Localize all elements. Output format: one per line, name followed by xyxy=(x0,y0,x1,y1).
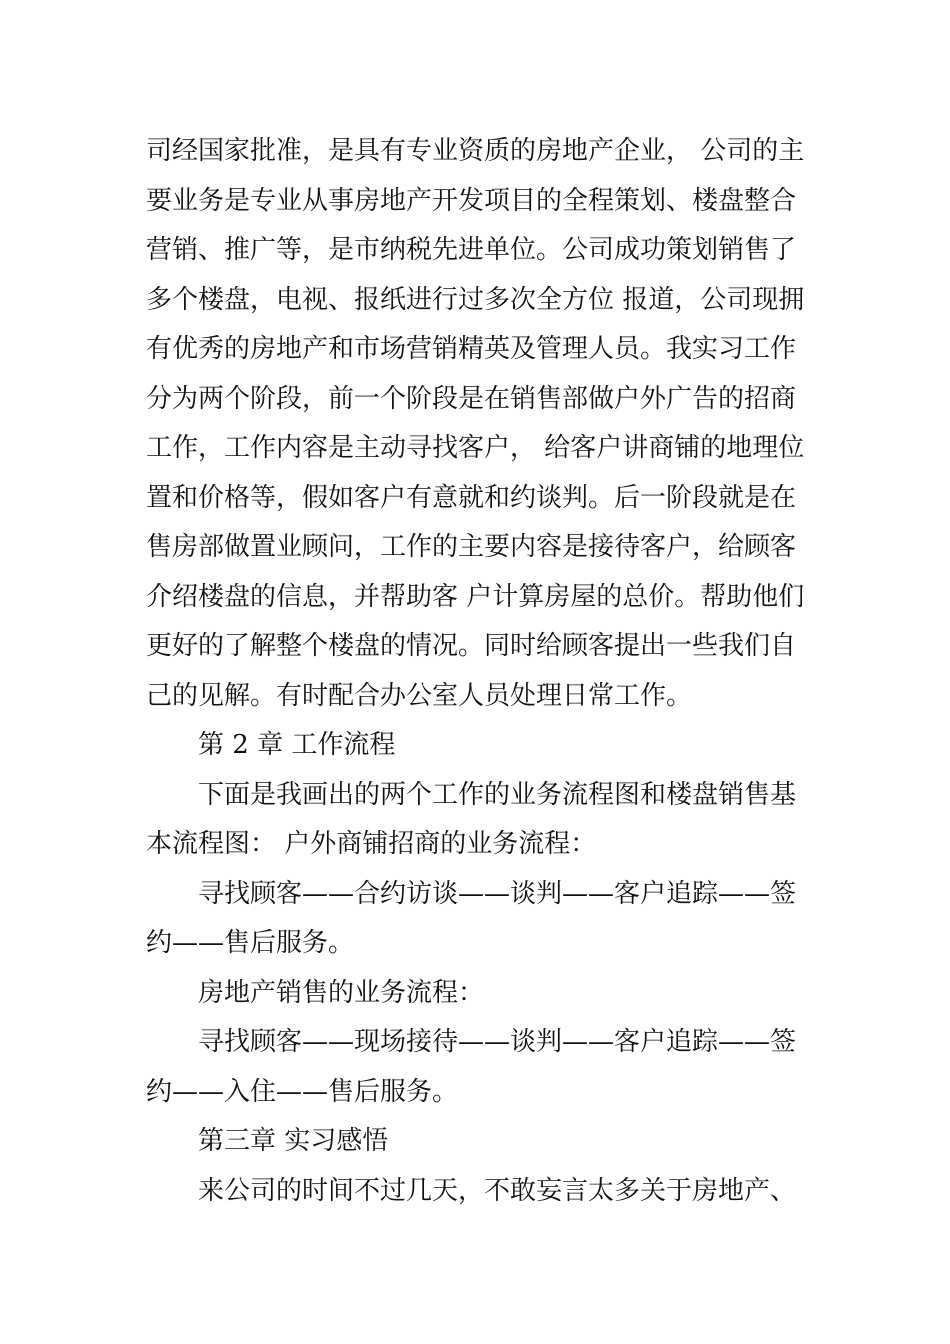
document-line: 要业务是专业从事房地产开发项目的全程策划、楼盘整合 xyxy=(146,185,797,216)
document-line: 营销、推广等，是市纳税先进单位。公司成功策划销售了 xyxy=(146,235,797,265)
document-line: 第三章 实习感悟 xyxy=(198,1126,389,1156)
document-line: 本流程图： 户外商铺招商的业务流程： xyxy=(146,829,597,859)
document-line: 寻找顾客——合约访谈——谈判——客户追踪——签 xyxy=(198,878,797,909)
document-line: 多个楼盘，电视、报纸进行过多次全方位 报道，公司现拥 xyxy=(146,284,805,315)
document-line: 有优秀的房地产和市场营销精英及管理人员。我实习工作 xyxy=(146,334,797,364)
document-line: 售房部做置业顾问，工作的主要内容是接待客户，给顾客 xyxy=(146,532,797,562)
document-line: 介绍楼盘的信息，并帮助客 户计算房屋的总价。帮助他们 xyxy=(146,581,805,612)
document-line: 己的见解。有时配合办公室人员处理日常工作。 xyxy=(146,680,693,711)
document-line: 工作，工作内容是主动寻找客户， 给客户讲商铺的地理位 xyxy=(146,433,805,463)
document-line: 寻找顾客——现场接待——谈判——客户追踪——签 xyxy=(198,1027,797,1057)
document-line: 房地产销售的业务流程： xyxy=(198,977,485,1008)
document-body xyxy=(146,127,816,1216)
document-line: 司经国家批准，是具有专业资质的房地产企业， 公司的主 xyxy=(146,136,805,166)
document-line: 下面是我画出的两个工作的业务流程图和楼盘销售基 xyxy=(198,779,797,810)
document-line: 来公司的时间不过几天，不敢妄言太多关于房地产、 xyxy=(198,1175,797,1206)
document-line: 分为两个阶段，前一个阶段是在销售部做户外广告的招商 xyxy=(146,383,797,414)
document-line: 更好的了解整个楼盘的情况。同时给顾客提出一些我们自 xyxy=(146,631,797,661)
document-line: 约——售后服务。 xyxy=(146,928,355,958)
document-line: 第 2 章 工作流程 xyxy=(198,730,396,760)
document-line: 约——入住——售后服务。 xyxy=(146,1076,459,1107)
document-line: 置和价格等，假如客户有意就和约谈判。后一阶段就是在 xyxy=(146,482,797,513)
